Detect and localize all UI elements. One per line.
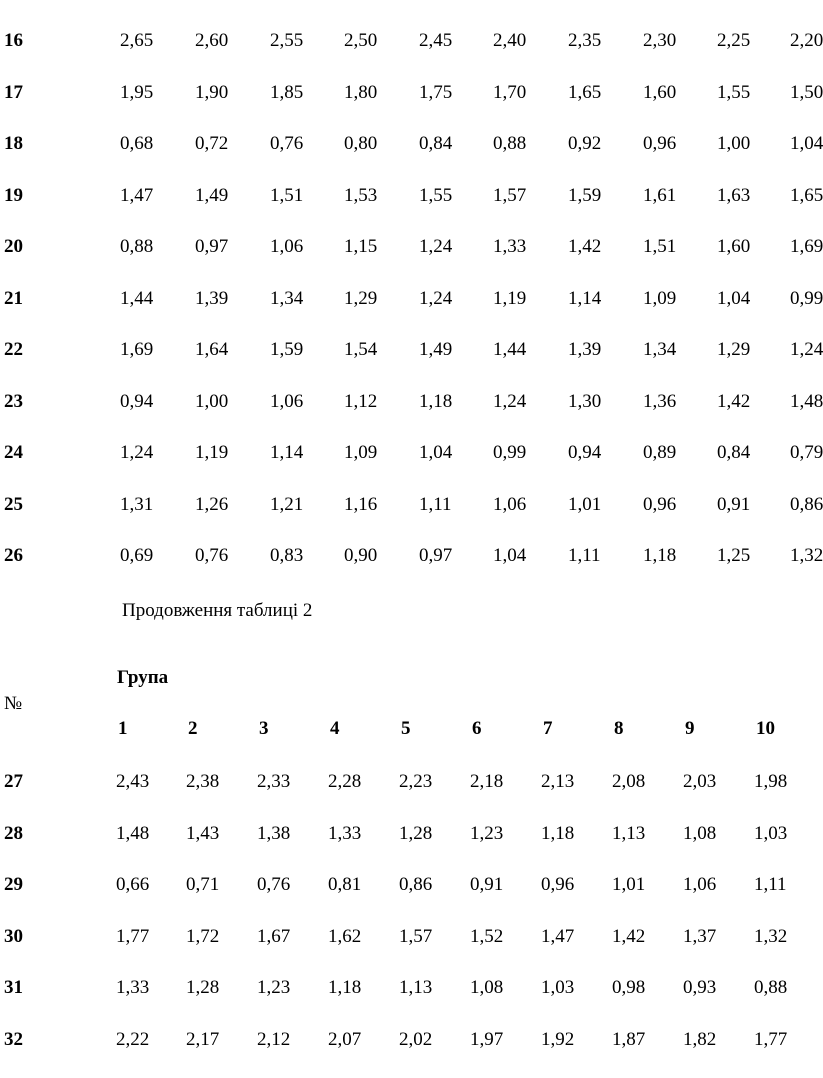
table-cell: 0,97 — [195, 236, 229, 257]
table-cell: 1,06 — [493, 493, 527, 515]
table-cell: 1,24 — [419, 236, 453, 257]
table-cell: 1,08 — [470, 977, 504, 999]
table-cell: 1,65 — [568, 81, 602, 103]
row-number: 17 — [4, 81, 23, 103]
table-cell: 0,68 — [120, 133, 154, 154]
table-cell: 1,63 — [717, 184, 751, 206]
table-cell: 2,18 — [470, 771, 504, 792]
table-cell: 1,50 — [790, 81, 823, 103]
row-number: 16 — [4, 30, 23, 51]
table-cell: 1,44 — [493, 339, 527, 360]
table-cell: 2,17 — [186, 1029, 220, 1050]
table-cell: 1,18 — [328, 977, 362, 999]
table-cell: 0,86 — [790, 493, 823, 515]
table-cell: 1,51 — [643, 236, 677, 257]
table-cell: 1,24 — [790, 339, 823, 360]
table-cell: 1,69 — [790, 236, 823, 257]
table-cell: 1,55 — [419, 184, 453, 206]
group-number-header: 9 — [685, 718, 695, 739]
table-cell: 1,16 — [344, 493, 378, 515]
table-cell: 2,25 — [717, 30, 751, 51]
table-cell: 1,28 — [399, 822, 433, 844]
table-cell: 0,69 — [120, 545, 154, 566]
row-number: 27 — [4, 771, 23, 792]
table-cell: 2,35 — [568, 30, 602, 51]
row-number: 25 — [4, 493, 23, 515]
table-cell: 1,39 — [195, 287, 229, 309]
table-cell: 2,50 — [344, 30, 378, 51]
table-cell: 0,88 — [120, 236, 154, 257]
table-cell: 0,99 — [493, 442, 527, 463]
table-cell: 0,92 — [568, 133, 602, 154]
table-cell: 1,87 — [612, 1029, 646, 1050]
table-cell: 1,65 — [790, 184, 823, 206]
table-cell: 0,76 — [270, 133, 304, 154]
table-cell: 0,90 — [344, 545, 378, 566]
table-cell: 1,34 — [270, 287, 304, 309]
table-cell: 1,34 — [643, 339, 677, 360]
table-cell: 1,98 — [754, 771, 788, 792]
number-column-heading: № — [4, 693, 23, 714]
table-cell: 1,08 — [683, 822, 717, 844]
table-cell: 1,44 — [120, 287, 154, 309]
table-cell: 1,24 — [419, 287, 453, 309]
table-cell: 0,94 — [568, 442, 602, 463]
table-cell: 2,28 — [328, 771, 362, 792]
table-cell: 0,71 — [186, 874, 220, 896]
row-number: 23 — [4, 390, 23, 412]
table-cell: 1,42 — [568, 236, 602, 257]
table-cell: 0,84 — [419, 133, 453, 154]
table-cell: 2,20 — [790, 30, 823, 51]
table-cell: 2,30 — [643, 30, 677, 51]
table-cell: 0,83 — [270, 545, 304, 566]
table-cell: 1,32 — [790, 545, 823, 566]
table-cell: 1,59 — [568, 184, 602, 206]
row-number: 30 — [4, 925, 23, 947]
table-cell: 1,31 — [120, 493, 154, 515]
table-cell: 1,04 — [717, 287, 751, 309]
row-number: 28 — [4, 822, 23, 844]
table-cell: 0,66 — [116, 874, 150, 896]
table-cell: 1,51 — [270, 184, 304, 206]
table-cell: 2,07 — [328, 1029, 362, 1050]
table-cell: 0,96 — [643, 133, 677, 154]
table-cell: 1,14 — [568, 287, 602, 309]
table-cell: 1,77 — [754, 1029, 788, 1050]
table-cell: 1,19 — [195, 442, 229, 463]
table-cell: 1,26 — [195, 493, 229, 515]
table-cell: 1,60 — [717, 236, 751, 257]
table-cell: 1,67 — [257, 925, 291, 947]
table-cell: 2,03 — [683, 771, 717, 792]
table-cell: 1,04 — [419, 442, 453, 463]
table-cell: 0,84 — [717, 442, 751, 463]
table-cell: 0,76 — [257, 874, 291, 896]
table-cell: 1,15 — [344, 236, 378, 257]
table-cell: 0,88 — [754, 977, 788, 999]
table-cell: 2,33 — [257, 771, 291, 792]
table-cell: 1,55 — [717, 81, 751, 103]
table-cell: 1,06 — [270, 236, 304, 257]
table-cell: 1,18 — [643, 545, 677, 566]
table-cell: 1,69 — [120, 339, 154, 360]
table-cell: 1,75 — [419, 81, 453, 103]
group-number-header: 5 — [401, 718, 411, 739]
table-cell: 1,04 — [790, 133, 823, 154]
table-cell: 2,38 — [186, 771, 220, 792]
table-cell: 2,23 — [399, 771, 433, 792]
table-cell: 2,13 — [541, 771, 575, 792]
table-cell: 1,33 — [493, 236, 527, 257]
table-cell: 2,65 — [120, 30, 154, 51]
row-number: 32 — [4, 1029, 23, 1050]
table-cell: 1,64 — [195, 339, 229, 360]
group-number-header: 2 — [188, 718, 198, 739]
table-cell: 1,92 — [541, 1029, 575, 1050]
row-number: 20 — [4, 236, 23, 257]
table-cell: 0,98 — [612, 977, 646, 999]
table-cell: 0,97 — [419, 545, 453, 566]
table-cell: 1,43 — [186, 822, 220, 844]
table-cell: 1,23 — [470, 822, 504, 844]
table-cell: 2,60 — [195, 30, 229, 51]
table-cell: 1,49 — [195, 184, 229, 206]
table-cell: 1,18 — [541, 822, 575, 844]
table-cell: 1,19 — [493, 287, 527, 309]
group-number-header: 10 — [756, 718, 775, 739]
row-number: 26 — [4, 545, 23, 566]
table-cell: 1,03 — [754, 822, 788, 844]
table-continuation-caption: Продовження таблиці 2 — [122, 600, 313, 621]
table-cell: 1,49 — [419, 339, 453, 360]
table-cell: 1,21 — [270, 493, 304, 515]
table-cell: 1,24 — [120, 442, 154, 463]
table-cell: 1,29 — [717, 339, 751, 360]
table-cell: 1,03 — [541, 977, 575, 999]
table-cell: 1,18 — [419, 390, 453, 412]
table-cell: 1,09 — [643, 287, 677, 309]
table-cell: 1,32 — [754, 925, 788, 947]
table-cell: 0,89 — [643, 442, 677, 463]
table-cell: 1,33 — [116, 977, 150, 999]
table-cell: 1,04 — [493, 545, 527, 566]
table-cell: 1,47 — [120, 184, 154, 206]
table-cell: 1,12 — [344, 390, 378, 412]
table-cell: 1,24 — [493, 390, 527, 412]
table-cell: 0,99 — [790, 287, 823, 309]
row-number: 21 — [4, 287, 23, 309]
group-number-header: 8 — [614, 718, 624, 739]
table-cell: 1,06 — [683, 874, 717, 896]
group-number-header: 1 — [118, 718, 128, 739]
table-cell: 0,96 — [541, 874, 575, 896]
table-cell: 1,11 — [754, 874, 787, 896]
table-cell: 1,01 — [568, 493, 602, 515]
table-cell: 0,79 — [790, 442, 823, 463]
table-cell: 1,85 — [270, 81, 304, 103]
table-cell: 1,42 — [612, 925, 646, 947]
table-cell: 1,09 — [344, 442, 378, 463]
table-cell: 2,08 — [612, 771, 646, 792]
table-cell: 1,01 — [612, 874, 646, 896]
table-cell: 0,94 — [120, 390, 154, 412]
group-number-header: 4 — [330, 718, 340, 739]
table-cell: 1,90 — [195, 81, 229, 103]
group-number-header: 6 — [472, 718, 482, 739]
table-cell: 2,12 — [257, 1029, 291, 1050]
table-cell: 2,55 — [270, 30, 304, 51]
table-cell: 0,86 — [399, 874, 433, 896]
table-cell: 1,11 — [568, 545, 601, 566]
table-cell: 1,82 — [683, 1029, 717, 1050]
table-cell: 2,43 — [116, 771, 150, 792]
table-cell: 1,52 — [470, 925, 504, 947]
row-number: 19 — [4, 184, 23, 206]
table-cell: 1,53 — [344, 184, 378, 206]
table-cell: 1,25 — [717, 545, 751, 566]
table-cell: 1,13 — [612, 822, 646, 844]
table-cell: 1,59 — [270, 339, 304, 360]
table-cell: 1,72 — [186, 925, 220, 947]
table-cell: 1,42 — [717, 390, 751, 412]
table-cell: 1,57 — [399, 925, 433, 947]
table-cell: 1,13 — [399, 977, 433, 999]
table-cell: 1,97 — [470, 1029, 504, 1050]
table-cell: 1,23 — [257, 977, 291, 999]
group-number-header: 3 — [259, 718, 269, 739]
table-cell: 1,00 — [717, 133, 751, 154]
table-cell: 1,06 — [270, 390, 304, 412]
table-cell: 0,91 — [470, 874, 504, 896]
table-cell: 0,91 — [717, 493, 751, 515]
table-cell: 1,70 — [493, 81, 527, 103]
table-cell: 0,88 — [493, 133, 527, 154]
table-cell: 1,38 — [257, 822, 291, 844]
table-cell: 1,37 — [683, 925, 717, 947]
table-cell: 0,80 — [344, 133, 378, 154]
table-cell: 1,36 — [643, 390, 677, 412]
table-cell: 1,57 — [493, 184, 527, 206]
row-number: 22 — [4, 339, 23, 360]
table-cell: 1,39 — [568, 339, 602, 360]
table-cell: 1,00 — [195, 390, 229, 412]
table-cell: 1,14 — [270, 442, 304, 463]
row-number: 29 — [4, 874, 23, 896]
table-cell: 1,30 — [568, 390, 602, 412]
table-cell: 1,29 — [344, 287, 378, 309]
table-cell: 2,02 — [399, 1029, 433, 1050]
table-cell: 1,80 — [344, 81, 378, 103]
table-cell: 0,81 — [328, 874, 362, 896]
table-cell: 1,28 — [186, 977, 220, 999]
table-cell: 1,47 — [541, 925, 575, 947]
group-heading: Група — [117, 667, 169, 688]
table-cell: 1,60 — [643, 81, 677, 103]
table-cell: 1,62 — [328, 925, 362, 947]
table-cell: 1,11 — [419, 493, 452, 515]
table-cell: 2,40 — [493, 30, 527, 51]
table-cell: 2,45 — [419, 30, 453, 51]
table-cell: 2,22 — [116, 1029, 150, 1050]
table-cell: 1,95 — [120, 81, 154, 103]
table-cell: 1,48 — [790, 390, 823, 412]
table-cell: 0,93 — [683, 977, 717, 999]
table-cell: 1,61 — [643, 184, 677, 206]
table-cell: 1,33 — [328, 822, 362, 844]
table-cell: 0,76 — [195, 545, 229, 566]
row-number: 31 — [4, 977, 23, 999]
row-number: 18 — [4, 133, 23, 154]
table-cell: 0,96 — [643, 493, 677, 515]
table-cell: 1,54 — [344, 339, 378, 360]
table-cell: 1,48 — [116, 822, 150, 844]
table-cell: 1,77 — [116, 925, 150, 947]
row-number: 24 — [4, 442, 23, 463]
group-number-header: 7 — [543, 718, 553, 739]
table-cell: 0,72 — [195, 133, 229, 154]
